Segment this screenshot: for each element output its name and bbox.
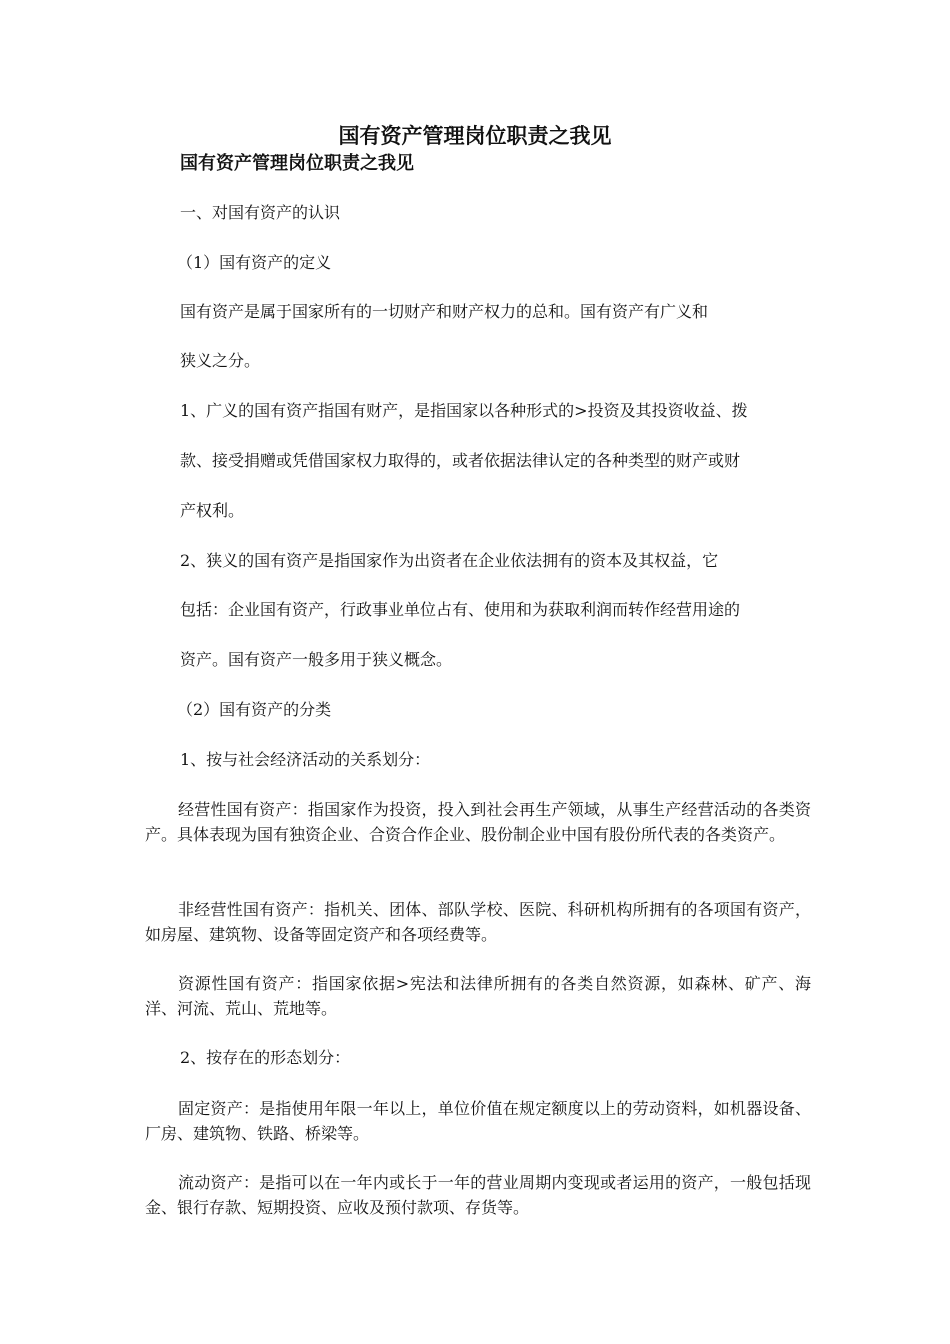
paragraph: 资源性国有资产：指国家依据>宪法和法律所拥有的各类自然资源，如森林、矿产、海洋、河流、荒山、荒地等。	[145, 974, 811, 1018]
paragraph: 非经营性国有资产：指机关、团体、部队学校、医院、科研机构所拥有的各项国有资产，如房屋、建筑物、设备等固定资产和各项经费等。	[145, 900, 811, 944]
document-subtitle: 国有资产管理岗位职责之我见	[180, 153, 414, 174]
body-line: 2、狭义的国有资产是指国家作为出资者在企业依法拥有的资本及其权益，它	[180, 551, 719, 570]
body-line: 1、广义的国有资产指国有财产，是指国家以各种形式的>投资及其投资收益、拨	[180, 401, 748, 420]
body-line: 狭义之分。	[180, 351, 261, 370]
heading-line: （1）国有资产的定义	[177, 253, 332, 272]
document-title: 国有资产管理岗位职责之我见	[338, 123, 612, 148]
section-heading: 2、按存在的形态划分：	[180, 1048, 351, 1067]
body-line: 款、接受捐赠或凭借国家权力取得的，或者依据法律认定的各种类型的财产或财	[180, 451, 741, 470]
paragraph: 流动资产：是指可以在一年内或长于一年的营业周期内变现或者运用的资产，一般包括现金、银行存款、短期投资、应收及预付款项、存货等。	[145, 1173, 811, 1217]
body-line: 资产。国有资产一般多用于狭义概念。	[180, 650, 453, 669]
heading-line: 1、按与社会经济活动的关系划分：	[180, 750, 431, 769]
paragraph: 固定资产：是指使用年限一年以上，单位价值在规定额度以上的劳动资料，如机器设备、厂房、建筑物、铁路、桥梁等。	[145, 1099, 811, 1143]
body-line: 产权利。	[180, 501, 245, 520]
body-line: 包括：企业国有资产，行政事业单位占有、使用和为获取利润而转作经营用途的	[180, 600, 741, 619]
body-line: 国有资产是属于国家所有的一切财产和财产权力的总和。国有资产有广义和	[180, 302, 709, 321]
heading-line: 一、对国有资产的认识	[180, 203, 341, 222]
paragraph: 经营性国有资产：指国家作为投资，投入到社会再生产领域，从事生产经营活动的各类资产。具体表现为国有独资企业、合资合作企业、股份制企业中国有股份所代表的各类资产。	[145, 800, 811, 844]
heading-line: （2）国有资产的分类	[177, 700, 332, 719]
